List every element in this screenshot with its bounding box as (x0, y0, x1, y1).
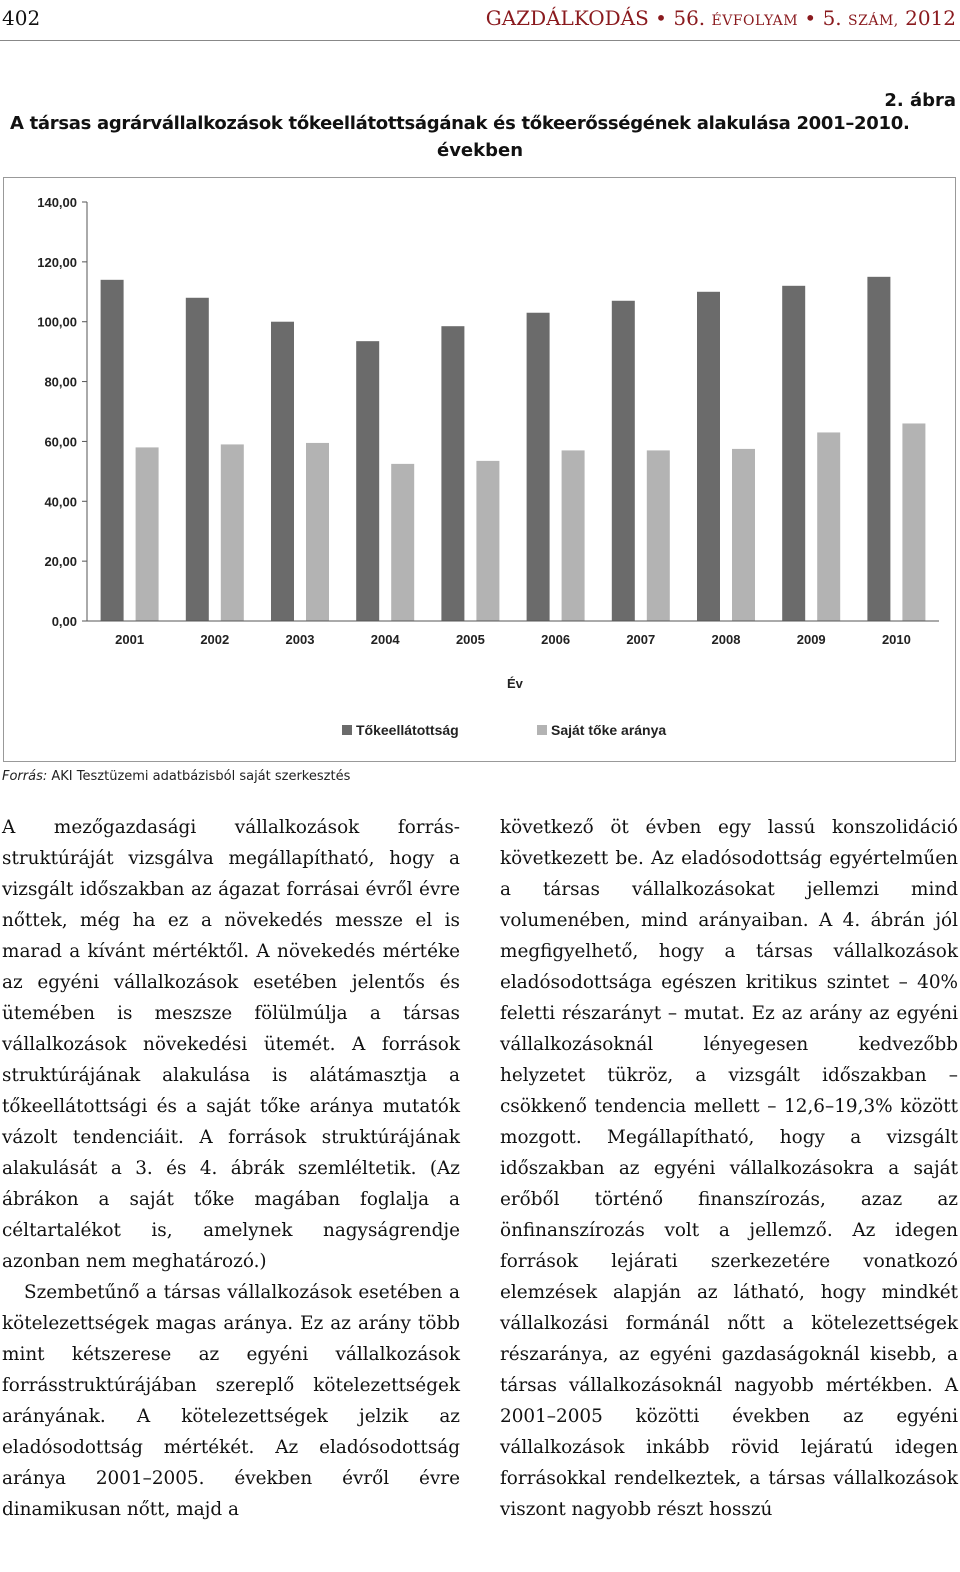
legend-swatch (342, 725, 352, 735)
bar-tokeellatottsag-2002 (186, 298, 209, 621)
x-tick-label: 2004 (370, 632, 400, 647)
y-tick-label: 60,00 (44, 434, 77, 450)
figure-source (2, 769, 350, 784)
bar-tokeellatottsag-2007 (612, 301, 635, 621)
legend-label: Tőkeellátottság (356, 722, 459, 738)
issue-label: SZÁM, (848, 13, 899, 29)
y-tick-label: 120,00 (37, 254, 77, 270)
bar-sajat-toke-aranya-2002 (221, 444, 244, 621)
x-tick-label: 2003 (285, 632, 315, 647)
paragraph: Szembetűnő a társas vállalkozások esetében a kötelezettségek magas aránya. Ez az arány több mint kétszerese az egyéni vállalkozások forrásstruktúrájában szereplő kötelezettségek arányának. A kötelezettségek jelzik az eladósodottság mértékét. Az eladósodottság aránya 2001–2005. években évről évre dinamikusan nőtt, majd a (2, 1282, 460, 1520)
bar-sajat-toke-aranya-2009 (817, 432, 840, 621)
y-tick-label: 80,00 (44, 374, 77, 390)
volume-number: 56. (673, 6, 706, 30)
x-tick-label: 2005 (455, 632, 485, 647)
journal-masthead: GAZDÁLKODÁS • 56. ÉVFOLYAM • 5. SZÁM, 2012 (485, 6, 956, 30)
x-tick-label: 2008 (711, 632, 741, 647)
paragraph: következő öt évben egy lassú konszolidáció következett be. Az eladósodottság egyértelműen a társas vállalkozásokat jellemzi mind volumenében, mind arányaiban. A 4. ábrán jól megfigyelhető, hogy a társas vállalkozások eladósodottsága egészen kritikus szintet – 40% feletti részarányt – mutat. Ez az arány az egyéni vállalkozásoknál lényegesen kedvezőbb helyzetet tükröz, a vizsgált időszakban – csökkenő tendencia mellett – 12,6–19,3% között mozgott. Megállapítható, hogy a vizsgált időszakban az egyéni vállalkozásokra a saját erőből történő finanszírozás, azaz az önfinanszírozás volt a jellemző. Az idegen források lejárati szerkezetére vonatkozó elemzések alapján az látható, hogy mindkét vállalkozási formánál nőtt a kötelezettségek részaránya, az egyéni gazdaságoknál kisebb, a társas vállalkozásoknál nagyobb mértékben. A 2001–2005 közötti években az egyéni vállalkozások inkább rövid lejáratú idegen forrásokkal rendelkeztek, a társas vállalkozások viszont nagyobb részt hosszú (500, 817, 958, 1520)
bar-tokeellatottsag-2010 (867, 277, 890, 621)
legend-label: Saját tőke aránya (551, 722, 667, 738)
chart-legend (342, 722, 666, 738)
journal-name: GAZDÁLKODÁS (485, 6, 649, 30)
bar-sajat-toke-aranya-2008 (732, 449, 755, 621)
x-tick-label: 2010 (881, 632, 911, 647)
bar-sajat-toke-aranya-2006 (562, 450, 585, 621)
bar-sajat-toke-aranya-2010 (902, 423, 925, 621)
header-divider (0, 40, 960, 41)
text-column-right (500, 812, 958, 1525)
text-column-left (2, 812, 460, 1525)
bar-tokeellatottsag-2008 (697, 292, 720, 621)
issue-number: 5. (822, 6, 842, 30)
page-header (0, 0, 960, 40)
bar-tokeellatottsag-2001 (101, 280, 124, 621)
chart-frame (3, 177, 956, 762)
publication-year: 2012 (905, 6, 956, 30)
y-tick-label: 100,00 (37, 314, 77, 330)
bar-tokeellatottsag-2003 (271, 322, 294, 621)
y-axis (37, 195, 87, 629)
x-tick-label: 2002 (200, 632, 230, 647)
x-tick-label: 2001 (115, 632, 145, 647)
bar-sajat-toke-aranya-2005 (476, 461, 499, 621)
x-tick-label: 2006 (541, 632, 571, 647)
x-axis-title: Év (507, 676, 523, 691)
y-tick-label: 140,00 (37, 195, 77, 210)
x-tick-label: 2009 (796, 632, 826, 647)
figure-label: 2. ábra (884, 90, 956, 111)
bar-tokeellatottsag-2009 (782, 286, 805, 621)
y-tick-label: 40,00 (44, 494, 77, 510)
bar-chart (4, 178, 955, 761)
figure-title: A társas agrárvállalkozások tőkeellátottságának és tőkeerősségének alakulása 2001–2010. (10, 113, 910, 134)
x-tick-label: 2007 (626, 632, 656, 647)
bar-tokeellatottsag-2006 (527, 313, 550, 621)
bar-sajat-toke-aranya-2001 (136, 447, 159, 621)
paragraph: A mezőgazdasági vállalkozások forrásstruktúráját vizsgálva megállapítható, hogy a vizsgált időszakban az ágazat forrásai évről évre nőttek, még ha ez a növekedés messze el is marad a kívánt mértéktől. A növekedés mértéke az egyéni vállalkozások esetében jelentős és ütemében is meszsze fölülmúlja a társas vállalkozások növekedési ütemét. A források struktúrájának alakulása is alátámasztja a tőkeellátottsági és a saját tőke aránya mutatók vázolt tendenciáit. A források struktúrájának alakulását a 3. és 4. ábrák szemléltetik. (Az ábrákon a saját tőke magában foglalja a céltartalékot is, amelynek nagyságrendje azonban nem meghatározó.) (2, 817, 460, 1272)
source-label: Forrás: (2, 769, 48, 784)
bar-tokeellatottsag-2004 (356, 341, 379, 621)
volume-label: ÉVFOLYAM (711, 13, 799, 29)
y-tick-label: 0,00 (51, 614, 77, 629)
y-tick-label: 20,00 (44, 554, 77, 570)
bar-sajat-toke-aranya-2007 (647, 450, 670, 621)
bar-sajat-toke-aranya-2004 (391, 464, 414, 621)
figure-title-continued: években (436, 140, 524, 161)
bar-tokeellatottsag-2005 (441, 326, 464, 621)
source-text: AKI Tesztüzemi adatbázisból saját szerkesztés (51, 769, 351, 784)
page-number: 402 (2, 6, 41, 30)
x-axis (87, 621, 939, 647)
bar-sajat-toke-aranya-2003 (306, 443, 329, 621)
bar-series (101, 277, 926, 621)
legend-swatch (537, 725, 547, 735)
